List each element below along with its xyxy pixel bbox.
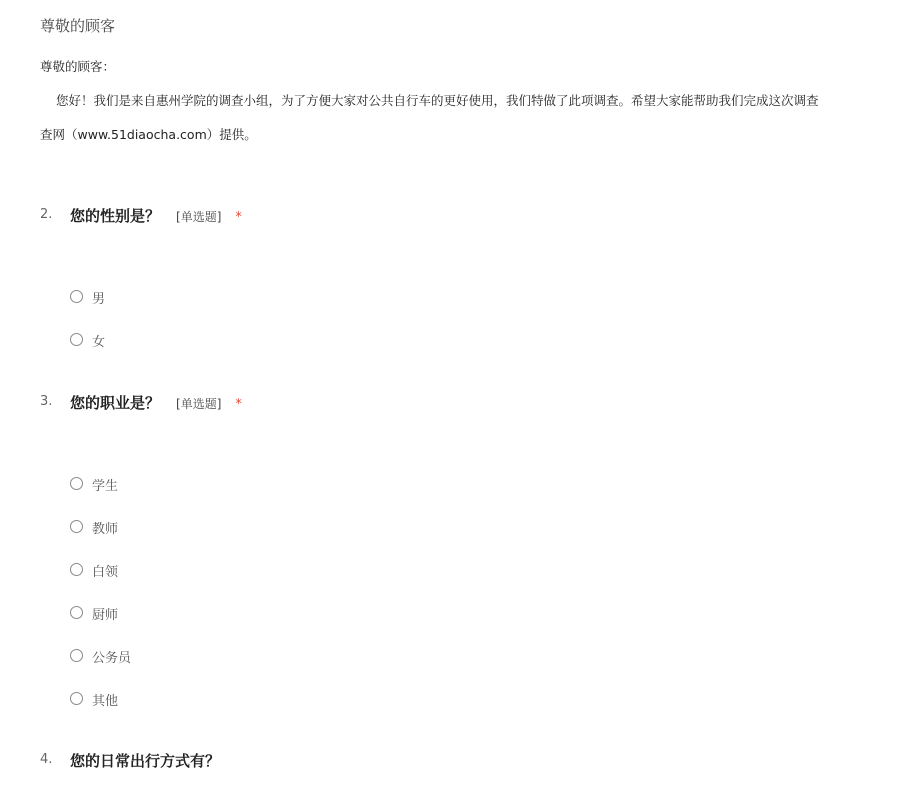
option-student[interactable]: [70, 462, 880, 505]
radio-button[interactable]: [70, 520, 83, 533]
option-other[interactable]: [70, 677, 880, 720]
option-label: 女: [92, 335, 106, 350]
question-header: [40, 750, 880, 772]
question-type-label: [单选题]: [176, 210, 222, 224]
radio-button[interactable]: [70, 606, 83, 619]
question-occupation: [40, 392, 880, 720]
option-label: 厨师: [92, 608, 119, 623]
question-gender: [40, 205, 880, 361]
question-type-label: [单选题]: [176, 397, 222, 411]
radio-button[interactable]: [70, 290, 83, 303]
question-travel-mode: [40, 750, 880, 772]
question-title: [70, 750, 220, 771]
option-label: 白领: [92, 565, 119, 580]
radio-button[interactable]: [70, 563, 83, 576]
option-teacher[interactable]: [70, 505, 880, 548]
question-number: 4.: [40, 752, 53, 767]
option-label: 男: [92, 292, 106, 307]
question-header: [40, 205, 880, 227]
question-number: 3.: [40, 394, 53, 409]
question-text: 您的日常出行方式有？: [70, 752, 221, 770]
option-label: 学生: [92, 479, 119, 494]
option-male[interactable]: [70, 275, 880, 318]
option-civil-servant[interactable]: [70, 634, 880, 677]
option-female[interactable]: [70, 318, 880, 361]
question-text: 您的职业是？: [70, 394, 161, 412]
required-asterisk: *: [235, 210, 242, 225]
greeting-text: 尊敬的顾客：: [40, 59, 116, 74]
option-label: 教师: [92, 522, 119, 537]
required-asterisk: *: [235, 397, 242, 412]
question-text: 您的性别是？: [70, 207, 161, 225]
radio-button[interactable]: [70, 692, 83, 705]
question-number: 2.: [40, 207, 53, 222]
question-title: [70, 392, 242, 413]
option-list: [70, 462, 880, 720]
radio-button[interactable]: [70, 333, 83, 346]
option-label: 其他: [92, 694, 119, 709]
radio-button[interactable]: [70, 477, 83, 490]
option-chef[interactable]: [70, 591, 880, 634]
survey-title: 尊敬的顾客: [40, 17, 116, 35]
intro-paragraph-line-1: 您好！我们是来自惠州学院的调查小组，为了方便大家对公共自行车的更好使用，我们特做了此项调查。希望大家能帮助我们完成这次调查: [56, 93, 819, 108]
question-header: [40, 392, 880, 414]
option-list: [70, 275, 880, 361]
question-title: [70, 205, 242, 226]
option-label: 公务员: [92, 651, 132, 666]
option-white-collar[interactable]: [70, 548, 880, 591]
intro-paragraph-line-2: 查网（www.51diaocha.com）提供。: [40, 127, 257, 142]
radio-button[interactable]: [70, 649, 83, 662]
